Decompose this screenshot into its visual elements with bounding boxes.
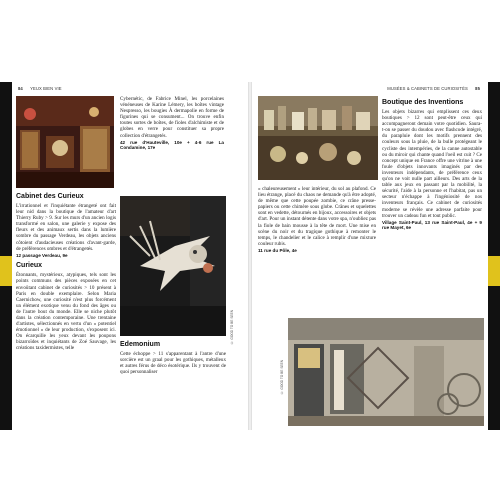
left-running-title: YEUX BIEN VIE xyxy=(30,86,62,91)
right-running-head xyxy=(387,86,480,91)
jewelry-bottles-shop-photo xyxy=(258,96,378,180)
right-column-1 xyxy=(258,186,376,258)
section-title-edemonium: Edemonium xyxy=(120,341,161,348)
left-page-number: 84 xyxy=(18,86,23,91)
left-thumb-index xyxy=(0,256,12,286)
left-running-head xyxy=(18,86,62,91)
right-running-title: MUSÉES & CABINETS DE CURIOSITÉS xyxy=(387,86,468,91)
col2-body: Cybernétic, de Fabrice Minel, les porcelaines vénéneuses de Karine Lémery, les boîtes vintage Nespresso, les bougies À dermapolie en forme de figurines qui se consument... On trouve enfin toutes sortes de boîtes, de fioles d'alchimiste et de globes en verre pour constituer sa propre collection d'étrangetés. xyxy=(120,96,224,139)
section-title-cabinet: Cabinet des Curieux xyxy=(16,193,84,200)
section-body-cabinet: L'irrationnel et l'inquiétante étrangeté ont fait leur nid dans la boutique de l'amateur d'art Thierry Ruby > 9. Sur les murs d'un ancien logis transformé en salon, une galerie y expose des fleurs et des animaux sertis dans la lumière sombre du passage Verdeau, les objets anciens côtoient d'audacieuses créations d'avant-garde, de préférences ombres et d'étrangetés. xyxy=(16,203,116,252)
right-column-2 xyxy=(382,96,482,235)
col2-address: 42 rue d'Hauteville, 10e + 4-6 rue La Condamine, 17e xyxy=(120,139,224,151)
cabinet-interior-photo xyxy=(16,96,114,188)
section-address-inventions: Village Saint-Paul, 13 rue Saint-Paul, 4e + 9 rue Mayet, 6e xyxy=(382,219,482,231)
inventions-shop-interior-photo xyxy=(288,318,484,426)
section-title-inventions: Boutique des Inventions xyxy=(382,99,464,106)
right-page-number: 85 xyxy=(475,86,480,91)
left-column-2 xyxy=(120,96,224,155)
right-col1-body: « chaleureusement » leur intérieur, du sol au plafond. Ce lieu étrange, placé du chaos ne demande qu'à être adopté, de même que cette poupée zombie, ce crâne presse-papiers ou cette chimère sous globe. Crânes et squelettes sont en vedette, détournés en bijoux, accessoires et objets d'art. Pour un instant détente dans votre spa, n'oubliez pas la fiole de bain mousse à la tête de mort. Une mise en scène du noir et du tragique gothique à remonter le temps, le chandelier et le calice à remplir d'une mixture couleur rubis. xyxy=(258,186,376,247)
section-address-cabinet: 12 passage Verdeau, 9e xyxy=(16,252,68,258)
spine-gutter xyxy=(248,82,252,430)
skeleton-bird-figure-photo xyxy=(120,196,226,336)
right-thumb-index xyxy=(488,256,500,286)
left-column-2-lower xyxy=(120,338,226,376)
photo-credit-left: © GOOD TO BE SEEN xyxy=(230,310,234,345)
section-body-curieux: Étonnants, mystérieux, atypiques, tels sont les points communs des pièces exposées en cet envoûtant cabinet de curiosités > 10 présent à Paris en double exemplaire. Selon Maria Caernichow, une curiosité n'est plus forcément un élément exotique venu du fond des âges ou de l'autre bout du monde. Elle se niche plutôt dans la création contemporaine. Une trentaine d'artistes, sélectionnés en vertu d'un « potentiel émotionnel » de leur production, s'exposent ici. On écarquille les yeux devant les poupons bizarroïdes et inquiétants de Zoé Sauvage, les créations taxidermistes, telle xyxy=(16,272,116,352)
photo-credit-right: © GOOD TO BE SEEN xyxy=(280,360,284,395)
right-col1-address: 11 rue du Pôle, 4e xyxy=(258,247,297,253)
left-column-1 xyxy=(16,190,116,353)
section-body-inventions: Les objets bizarres qui emplissent ces deux boutiques > 12 sont peut-être ceux qui accompagneront demain votre quotidien. Saura-t-on se passer du doudou avec flashcode intégré, du parapluie dont les motifs prennent des couleurs sous la pluie, de la bulle protégeant le cycliste des intempéries, de la canne autostable ou du miroir qui chante quand l'oeil est cuit ? Ce concept unique en France offre une vitrine à une foule d'objets innovants imaginés par des inventeurs indépendants, de préférence ceux qu'on ne voit nulle part ailleurs. Des arts de la table aux jeux en passant par la mobilité, la sécurité, l'aide à la personne et l'habitat, pas un secteur n'échappe à l'ingéniosité de nos inventeurs français. Ce cabinet de curiosités moderne se révèle une adresse parfaite pour trouver un cadeau fun et tout public. xyxy=(382,109,482,219)
section-body-edemonium: Cette échoppe > 11 s'apparentant à l'antre d'une sorcière est un graal pour les gothiques, métalleux et autres férus de déco ésotérique. Ils y trouvent de quoi personnaliser xyxy=(120,351,226,376)
section-title-curieux: Curieux xyxy=(16,262,43,270)
